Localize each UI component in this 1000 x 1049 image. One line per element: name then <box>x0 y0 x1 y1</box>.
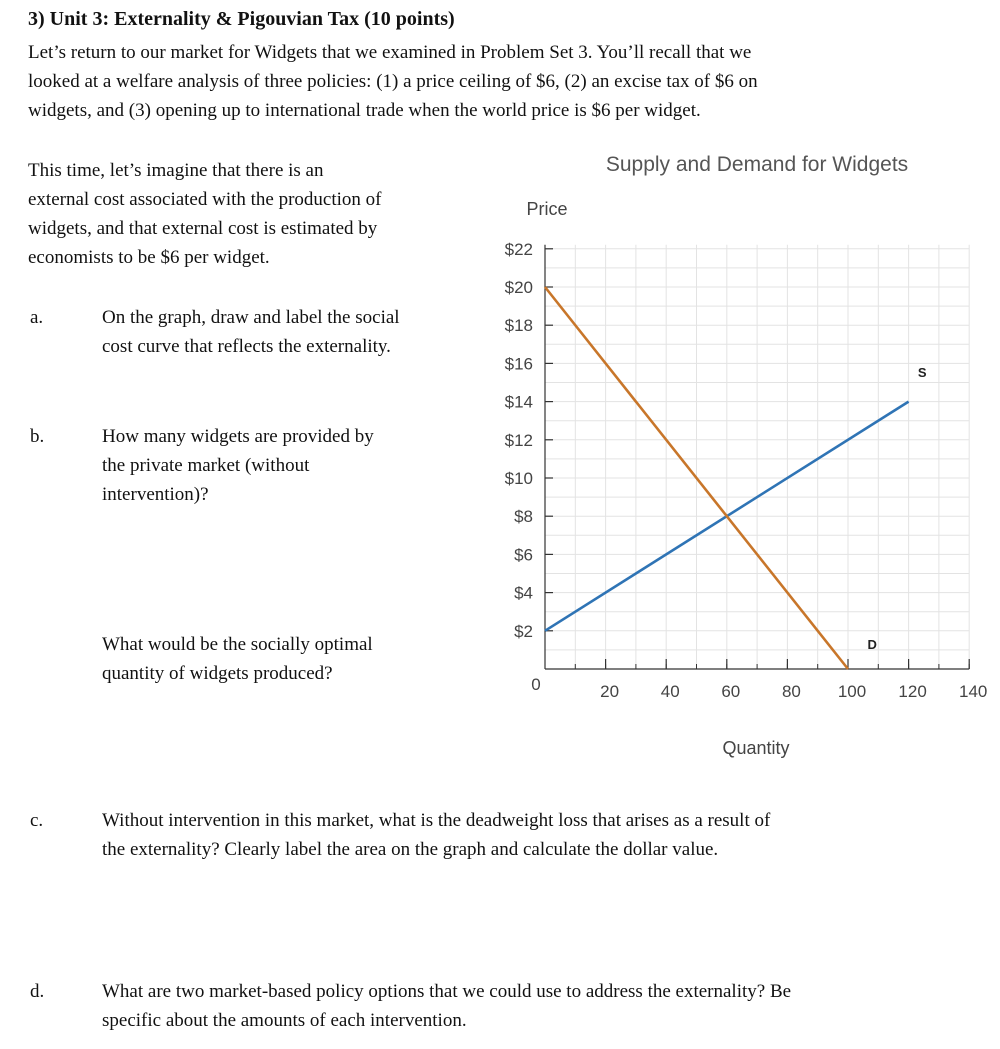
problem-heading: 3) Unit 3: Externality & Pigouvian Tax (10 points) <box>28 8 455 30</box>
y-axis-label: Price <box>526 199 568 219</box>
chart-text <box>505 153 988 758</box>
y-tick-label: $6 <box>514 545 533 565</box>
y-tick-label: $8 <box>514 507 533 527</box>
intro-line: looked at a welfare analysis of three policies: (1) a price ceiling of $6, (2) an excise tax of $6 on <box>28 71 758 92</box>
y-tick-label: $4 <box>514 583 533 603</box>
question-line: intervention)? <box>102 484 209 505</box>
question-c <box>30 806 990 866</box>
question-line: Without intervention in this market, what is the deadweight loss that arises as a result of <box>102 810 771 831</box>
supply-curve-label: S <box>917 364 927 380</box>
question-c-text <box>102 806 770 864</box>
question-line: quantity of widgets produced? <box>102 663 333 684</box>
chart-title: Supply and Demand for Widgets <box>605 153 909 176</box>
question-a-letter: a. <box>30 307 44 328</box>
x-axis-label: Quantity <box>722 738 790 758</box>
intro-line: widgets, and (3) opening up to international trade when the world price is $6 per widget. <box>28 100 701 121</box>
x-tick-label: 20 <box>600 682 620 701</box>
chart-grid <box>545 245 969 669</box>
y-tick-label: $2 <box>514 621 533 641</box>
question-line: the private market (without <box>102 455 310 476</box>
intro-line: Let’s return to our market for Widgets that we examined in Problem Set 3. You’ll recall that we <box>28 42 752 63</box>
y-tick-label: $22 <box>504 239 533 259</box>
y-tick-label: $12 <box>504 430 533 450</box>
x-tick-label: 100 <box>837 682 867 701</box>
question-d <box>30 977 990 1037</box>
question-b-letter: b. <box>30 426 45 447</box>
x-tick-label: 140 <box>959 682 988 701</box>
question-line: On the graph, draw and label the social <box>102 307 400 328</box>
y-tick-label: $18 <box>504 316 533 336</box>
question-c-letter: c. <box>30 810 44 831</box>
setup-line: widgets, and that external cost is estimated by <box>28 218 378 239</box>
x-tick-label: 80 <box>781 682 801 701</box>
question-line: the externality? Clearly label the area on the graph and calculate the dollar value. <box>102 839 719 860</box>
y-tick-label: $10 <box>504 469 533 488</box>
y-tick-label: $14 <box>504 392 533 412</box>
question-line: What would be the socially optimal <box>102 634 373 655</box>
question-line: What are two market-based policy options that we could use to address the externality? Be <box>102 981 792 1002</box>
question-d-text <box>102 977 791 1035</box>
origin-label: 0 <box>531 675 541 694</box>
y-tick-label: $20 <box>504 278 533 297</box>
x-tick-label: 60 <box>721 682 741 701</box>
x-tick-label: 120 <box>898 682 927 701</box>
question-line: How many widgets are provided by <box>102 426 374 447</box>
demand-curve-label: D <box>867 637 877 653</box>
x-tick-label: 40 <box>660 682 680 701</box>
y-tick-label: $16 <box>504 354 533 374</box>
setup-line: external cost associated with the production of <box>28 189 382 210</box>
setup-line: economists to be $6 per widget. <box>28 247 270 268</box>
setup-line: This time, let’s imagine that there is an <box>28 160 324 181</box>
question-line: cost curve that reflects the externality. <box>102 336 391 357</box>
question-d-letter: d. <box>30 981 45 1002</box>
question-line: specific about the amounts of each intervention. <box>102 1010 467 1031</box>
